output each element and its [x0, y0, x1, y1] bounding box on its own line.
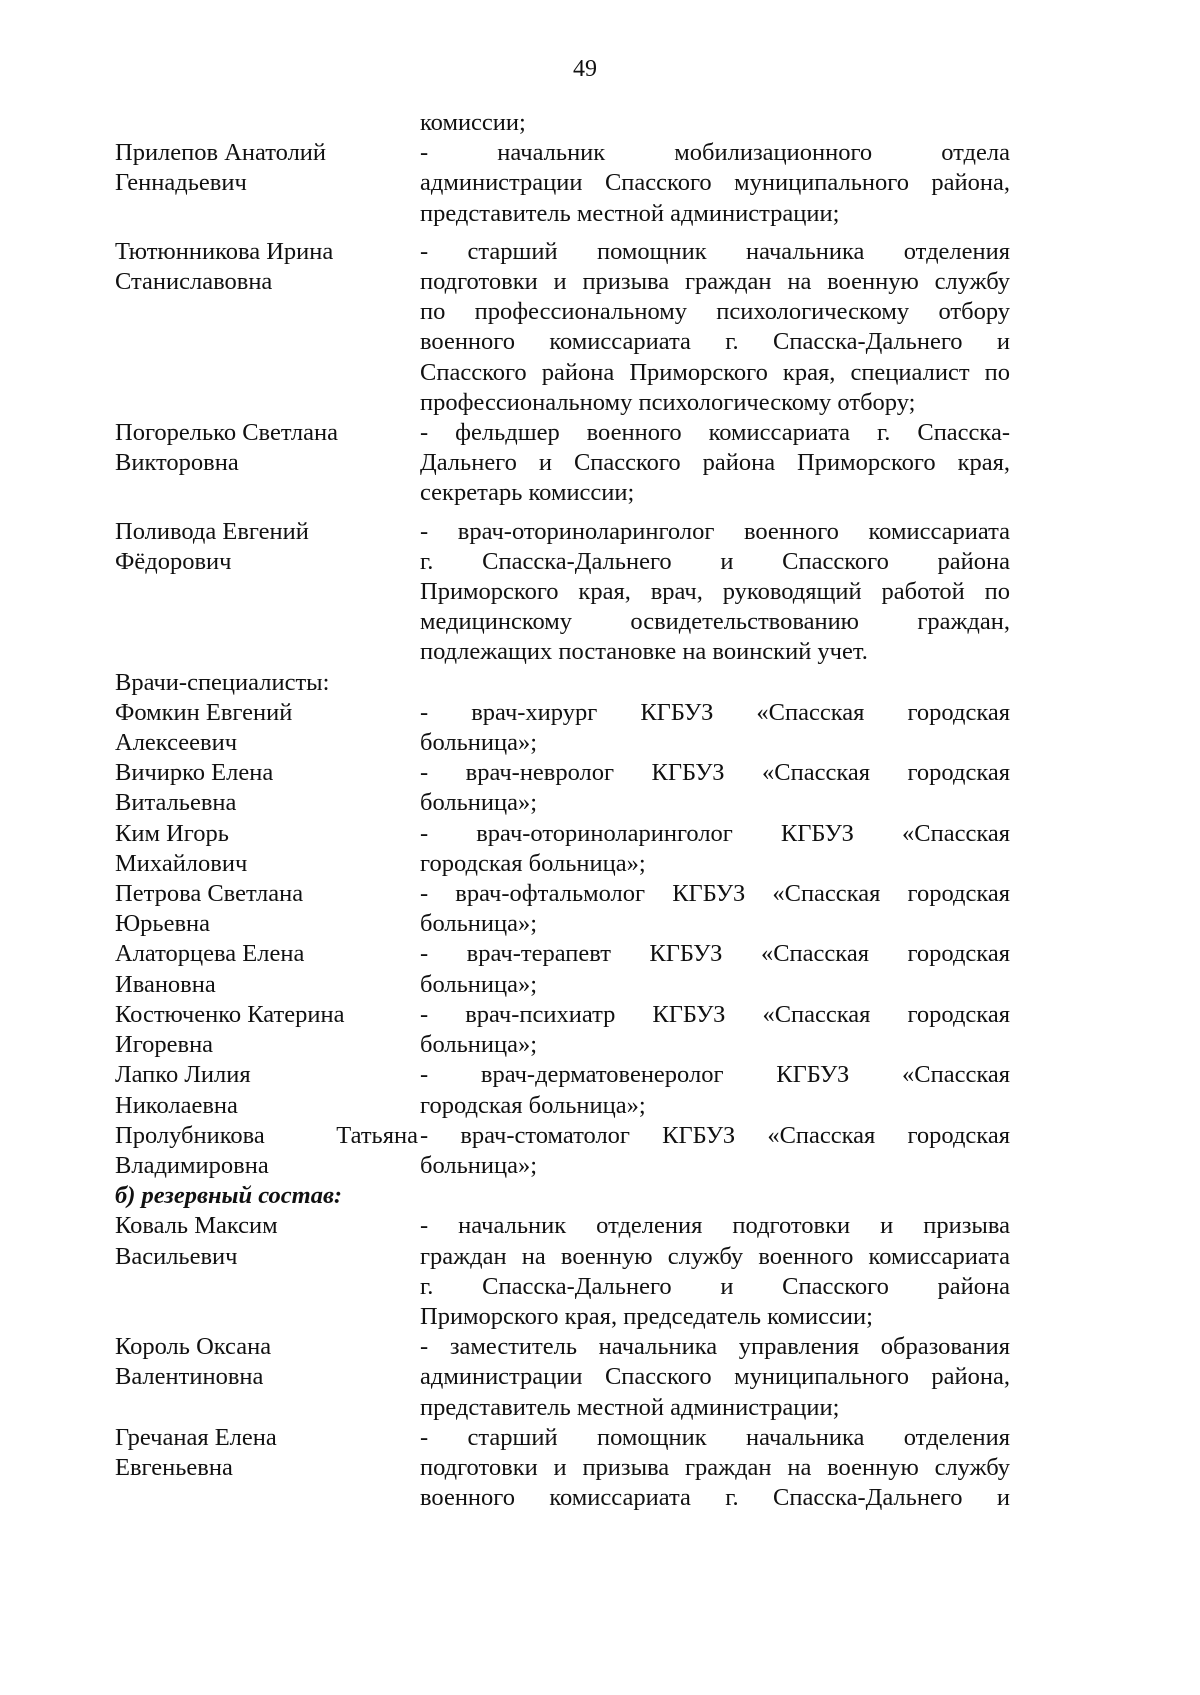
members-list [115, 138, 1010, 667]
reserve-name [115, 1423, 420, 1483]
role-line: г. Спасска-Дальнего и Спасского района [420, 547, 1010, 575]
member-entry [115, 517, 1010, 668]
page-number: 49 [573, 56, 597, 82]
role-line: - врач-дерматовенеролог КГБУЗ «Спасская [420, 1061, 1010, 1089]
specialist-entry [115, 758, 1010, 818]
role-line: Дальнего и Спасского района Приморского края, [420, 449, 1010, 477]
name-line: Евгеньевна [115, 1453, 233, 1481]
member-role [420, 517, 1010, 668]
role-line: военного комиссариата г. Спасска-Дальнего и [420, 1484, 1010, 1512]
entry-continuation [115, 108, 1010, 138]
specialist-name [115, 698, 420, 758]
specialist-entry [115, 819, 1010, 879]
name-line: Костюченко Катерина [115, 1000, 345, 1028]
role-line: - врач-невролог КГБУЗ «Спасская городская [420, 759, 1010, 787]
role-line: представитель местной администрации; [420, 199, 840, 227]
specialist-role [420, 1060, 1010, 1120]
member-role [420, 237, 1010, 418]
specialist-entry [115, 939, 1010, 999]
role-line: - старший помощник начальника отделения [420, 237, 1010, 265]
name-line: Фёдорович [115, 547, 232, 575]
member-name [115, 418, 420, 478]
specialist-entry [115, 1000, 1010, 1060]
role-line: администрации Спасского муниципального района, [420, 1363, 1010, 1391]
name-line: Пролубникова Татьяна [115, 1121, 418, 1149]
name-line: Фомкин Евгений [115, 698, 293, 726]
member-entry [115, 237, 1010, 418]
name-line: Валентиновна [115, 1363, 264, 1391]
name-line: Николаевна [115, 1091, 238, 1119]
specialist-name [115, 758, 420, 818]
role-line: - врач-офтальмолог КГБУЗ «Спасская городская [420, 880, 1010, 908]
role-line: подготовки и призыва граждан на военную службу [420, 1453, 1010, 1481]
name-line: Витальевна [115, 789, 237, 817]
specialist-entry [115, 698, 1010, 758]
name-line: Лапко Лилия [115, 1061, 251, 1089]
role-line: Приморского края, врач, руководящий работой по [420, 578, 1010, 606]
role-line: - врач-психиатр КГБУЗ «Спасская городская [420, 1000, 1010, 1028]
name-line: Тютюнникова Ирина [115, 237, 334, 265]
reserve-role [420, 1423, 1010, 1514]
role-line: больница»; [420, 789, 538, 817]
name-line: Геннадьевич [115, 169, 247, 197]
role-line: медицинскому освидетельствованию граждан, [420, 608, 1010, 636]
member-name [115, 138, 420, 198]
role-line: больница»; [420, 1031, 538, 1059]
name-line: Ким Игорь [115, 819, 229, 847]
role-line: - врач-оториноларинголог военного комиссариата [420, 517, 1010, 545]
name-line: Михайлович [115, 849, 248, 877]
role-line: профессиональному психологическому отбору; [420, 388, 916, 416]
specialist-role [420, 939, 1010, 999]
specialist-name [115, 1000, 420, 1060]
role-line: граждан на военную службу военного комиссариата [420, 1242, 1010, 1270]
specialist-role [420, 879, 1010, 939]
role-line: - начальник мобилизационного отдела [420, 139, 1010, 167]
name-line: Коваль Максим [115, 1212, 278, 1240]
specialists-heading: Врачи-специалисты: [115, 668, 330, 696]
role-line: секретарь комиссии; [420, 479, 635, 507]
role-line: больница»; [420, 1151, 538, 1179]
specialist-name [115, 819, 420, 879]
name-line: Васильевич [115, 1242, 238, 1270]
reserve-list [115, 1211, 1010, 1513]
name-line: Гречаная Елена [115, 1423, 277, 1451]
role-line: - начальник отделения подготовки и призыва [420, 1212, 1010, 1240]
specialist-role [420, 1121, 1010, 1181]
reserve-entry [115, 1423, 1010, 1514]
reserve-role [420, 1332, 1010, 1423]
role-line: - врач-оториноларинголог КГБУЗ «Спасская [420, 819, 1010, 847]
specialist-entry [115, 1060, 1010, 1120]
role-line: подлежащих постановке на воинский учет. [420, 638, 868, 666]
role-line: комиссии; [420, 109, 526, 136]
role-line: подготовки и призыва граждан на военную службу [420, 268, 1010, 296]
role-line: - фельдшер военного комиссариата г. Спасска- [420, 419, 1010, 447]
name-line: Станиславовна [115, 268, 273, 296]
specialists-heading-row [115, 668, 1010, 698]
role-line: городская больница»; [420, 1091, 646, 1119]
name-line: Поливода Евгений [115, 517, 309, 545]
document-body [115, 108, 1010, 1513]
role-line: Спасского района Приморского края, специалист по [420, 358, 1010, 386]
reserve-heading-row [115, 1181, 1010, 1211]
role-line: - старший помощник начальника отделения [420, 1423, 1010, 1451]
role-line: Приморского края, председатель комиссии; [420, 1302, 873, 1330]
specialist-role [420, 698, 1010, 758]
reserve-entry [115, 1211, 1010, 1332]
name-line: Викторовна [115, 449, 239, 477]
specialist-role [420, 1000, 1010, 1060]
name-line: Ивановна [115, 970, 216, 998]
specialist-entry [115, 879, 1010, 939]
specialists-list [115, 698, 1010, 1181]
role-line: больница»; [420, 970, 538, 998]
member-name [115, 517, 420, 577]
role-line: по профессиональному психологическому отбору [420, 298, 1010, 326]
member-entry [115, 418, 1010, 509]
specialist-entry [115, 1121, 1010, 1181]
name-line: Игоревна [115, 1031, 214, 1059]
reserve-role [420, 1211, 1010, 1332]
specialist-role [420, 819, 1010, 879]
specialist-name [115, 1060, 420, 1120]
member-role [420, 418, 1010, 509]
role-line: представитель местной администрации; [420, 1393, 840, 1421]
name-line: Юрьевна [115, 910, 211, 938]
name-line: Король Оксана [115, 1333, 272, 1361]
name-line: Погорелько Светлана [115, 419, 339, 447]
name-line: Петрова Светлана [115, 880, 304, 908]
member-name [115, 237, 420, 297]
role-line: больница»; [420, 910, 538, 938]
name-line: Вичирко Елена [115, 759, 274, 787]
specialist-role [420, 758, 1010, 818]
role-line: - врач-стоматолог КГБУЗ «Спасская городская [420, 1121, 1010, 1149]
role-line: - врач-терапевт КГБУЗ «Спасская городская [420, 940, 1010, 968]
member-role [420, 138, 1010, 229]
role-line: городская больница»; [420, 849, 646, 877]
name-line: Прилепов Анатолий [115, 139, 327, 167]
name-line: Алаторцева Елена [115, 940, 305, 968]
role-line: администрации Спасского муниципального района, [420, 169, 1010, 197]
member-entry [115, 138, 1010, 229]
specialist-name [115, 939, 420, 999]
name-line: Владимировна [115, 1151, 269, 1179]
role-line: военного комиссариата г. Спасска-Дальнего и [420, 328, 1010, 356]
role-line: г. Спасска-Дальнего и Спасского района [420, 1272, 1010, 1300]
reserve-heading: б) резервный состав: [115, 1182, 343, 1210]
role-line: - врач-хирург КГБУЗ «Спасская городская [420, 698, 1010, 726]
entry-role [420, 108, 1010, 138]
name-line: Алексеевич [115, 729, 238, 757]
reserve-name [115, 1332, 420, 1392]
specialist-name [115, 879, 420, 939]
reserve-name [115, 1211, 420, 1271]
reserve-entry [115, 1332, 1010, 1423]
role-line: - заместитель начальника управления образования [420, 1333, 1010, 1361]
role-line: больница»; [420, 729, 538, 757]
specialist-name [115, 1121, 420, 1181]
